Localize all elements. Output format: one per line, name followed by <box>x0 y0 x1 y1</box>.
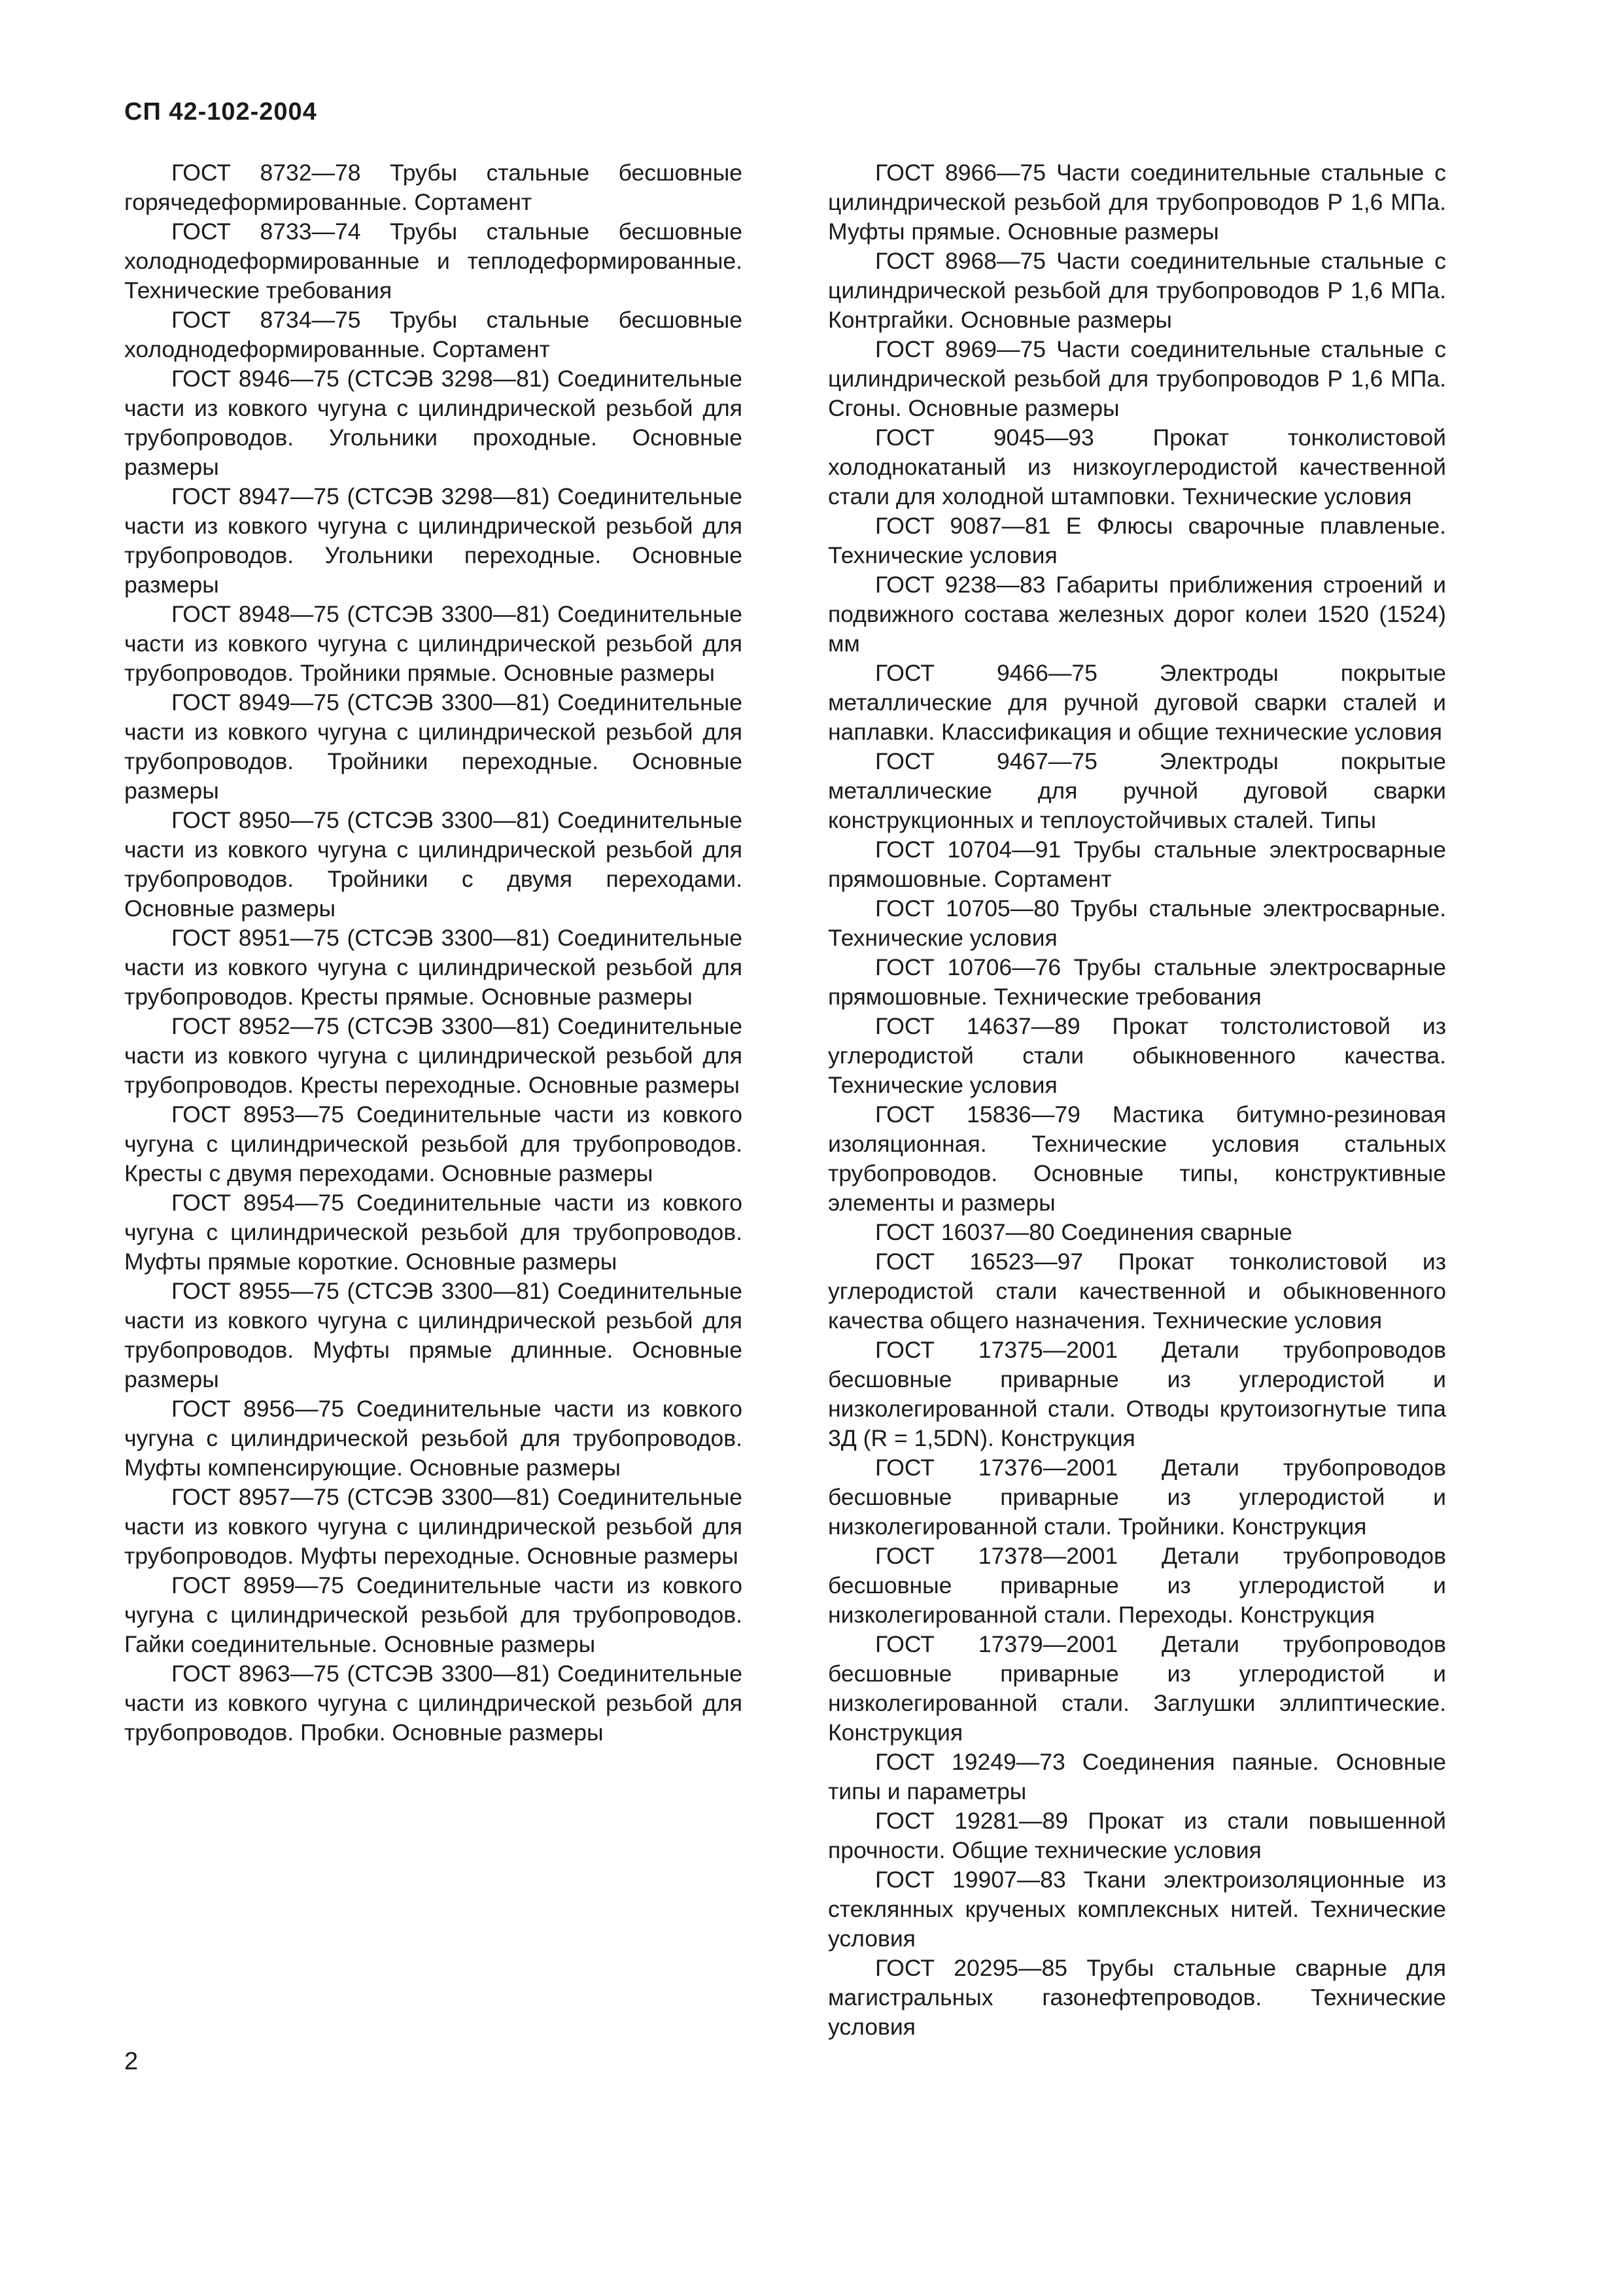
page-number: 2 <box>124 2048 139 2075</box>
gost-entry: ГОСТ 8956—75 Соединительные части из ковкого чугуна с цилиндрической резьбой для трубопроводов. Муфты компенсирующие. Основные размеры <box>124 1396 742 1481</box>
gost-entry: ГОСТ 8966—75 Части соединительные стальные с цилиндрической резьбой для трубопроводов Р 1,6 МПа. Муфты прямые. Основные размеры <box>828 160 1446 245</box>
gost-entry: ГОСТ 19249—73 Соединения паяные. Основные типы и параметры <box>828 1749 1446 1804</box>
gost-entry: ГОСТ 9087—81 Е Флюсы сварочные плавленые. Технические условия <box>828 513 1446 568</box>
gost-entry: ГОСТ 8957—75 (СТСЭВ 3300—81) Соединительные части из ковкого чугуна с цилиндрической резьбой для трубопроводов. Муфты переходные. Основные размеры <box>124 1484 742 1569</box>
gost-entry: ГОСТ 8950—75 (СТСЭВ 3300—81) Соединительные части из ковкого чугуна с цилиндрической резьбой для трубопроводов. Тройники с двумя переходами. Основные размеры <box>124 807 742 922</box>
left-column <box>124 158 742 1748</box>
gost-entry: ГОСТ 8946—75 (СТСЭВ 3298—81) Соединительные части из ковкого чугуна с цилиндрической резьбой для трубопроводов. Угольники проходные. Основные размеры <box>124 366 742 480</box>
gost-entry: ГОСТ 10705—80 Трубы стальные электросварные. Технические условия <box>828 895 1446 951</box>
document-code-header: СП 42-102-2004 <box>124 98 317 126</box>
gost-entry: ГОСТ 17375—2001 Детали трубопроводов бесшовные приварные из углеродистой и низколегированной стали. Отводы крутоизогнутые типа 3Д (R = 1,5DN). Конструкция <box>828 1337 1446 1451</box>
gost-entry: ГОСТ 8963—75 (СТСЭВ 3300—81) Соединительные части из ковкого чугуна с цилиндрической резьбой для трубопроводов. Пробки. Основные размеры <box>124 1661 742 1746</box>
gost-entry: ГОСТ 8734—75 Трубы стальные бесшовные холоднодеформированные. Сортамент <box>124 307 742 362</box>
gost-entry: ГОСТ 16037—80 Соединения сварные <box>875 1219 1292 1245</box>
gost-entry: ГОСТ 17379—2001 Детали трубопроводов бесшовные приварные из углеродистой и низколегированной стали. Заглушки эллиптические. Конструкция <box>828 1631 1446 1746</box>
gost-entry: ГОСТ 8952—75 (СТСЭВ 3300—81) Соединительные части из ковкого чугуна с цилиндрической резьбой для трубопроводов. Кресты переходные. Основные размеры <box>124 1013 742 1098</box>
gost-entry: ГОСТ 8948—75 (СТСЭВ 3300—81) Соединительные части из ковкого чугуна с цилиндрической резьбой для трубопроводов. Тройники прямые. Основные размеры <box>124 601 742 686</box>
gost-entry: ГОСТ 14637—89 Прокат толстолистовой из углеродистой стали обыкновенного качества. Технические условия <box>828 1013 1446 1098</box>
gost-entry: ГОСТ 8955—75 (СТСЭВ 3300—81) Соединительные части из ковкого чугуна с цилиндрической резьбой для трубопроводов. Муфты прямые длинные. Основные размеры <box>124 1278 742 1392</box>
gost-entry: ГОСТ 8732—78 Трубы стальные бесшовные горячедеформированные. Сортамент <box>124 160 742 215</box>
gost-entry: ГОСТ 10704—91 Трубы стальные электросварные прямошовные. Сортамент <box>828 836 1446 892</box>
gost-entry: ГОСТ 17376—2001 Детали трубопроводов бесшовные приварные из углеродистой и низколегированной стали. Тройники. Конструкция <box>828 1455 1446 1540</box>
gost-entry: ГОСТ 8947—75 (СТСЭВ 3298—81) Соединительные части из ковкого чугуна с цилиндрической резьбой для трубопроводов. Угольники переходные. Основные размеры <box>124 483 742 598</box>
gost-entry: ГОСТ 8951—75 (СТСЭВ 3300—81) Соединительные части из ковкого чугуна с цилиндрической резьбой для трубопроводов. Кресты прямые. Основные размеры <box>124 925 742 1010</box>
gost-entry: ГОСТ 10706—76 Трубы стальные электросварные прямошовные. Технические требования <box>828 954 1446 1010</box>
gost-entry: ГОСТ 9466—75 Электроды покрытые металлические для ручной дуговой сварки сталей и наплавки. Классификация и общие технические условия <box>828 660 1446 745</box>
gost-entry: ГОСТ 8954—75 Соединительные части из ковкого чугуна с цилиндрической резьбой для трубопроводов. Муфты прямые короткие. Основные размеры <box>124 1190 742 1275</box>
right-column <box>828 158 1446 2042</box>
gost-entry: ГОСТ 8968—75 Части соединительные стальные с цилиндрической резьбой для трубопроводов Р 1,6 МПа. Контргайки. Основные размеры <box>828 248 1446 333</box>
gost-entry: ГОСТ 19281—89 Прокат из стали повышенной прочности. Общие технические условия <box>828 1808 1446 1863</box>
gost-entry: ГОСТ 9238—83 Габариты приближения строений и подвижного состава железных дорог колеи 1520 (1524) мм <box>828 572 1446 657</box>
gost-entry: ГОСТ 8949—75 (СТСЭВ 3300—81) Соединительные части из ковкого чугуна с цилиндрической резьбой для трубопроводов. Тройники переходные. Основные размеры <box>124 689 742 804</box>
gost-entry: ГОСТ 19907—83 Ткани электроизоляционные из стеклянных крученых комплексных нитей. Технические условия <box>828 1867 1446 1952</box>
gost-entry: ГОСТ 8953—75 Соединительные части из ковкого чугуна с цилиндрической резьбой для трубопроводов. Кресты с двумя переходами. Основные размеры <box>124 1101 742 1186</box>
gost-entry: ГОСТ 9045—93 Прокат тонколистовой холоднокатаный из низкоуглеродистой качественной стали для холодной штамповки. Технические условия <box>828 424 1446 509</box>
gost-entry: ГОСТ 17378—2001 Детали трубопроводов бесшовные приварные из углеродистой и низколегированной стали. Переходы. Конструкция <box>828 1543 1446 1628</box>
gost-entry: ГОСТ 8733—74 Трубы стальные бесшовные холоднодеформированные и теплодеформированные. Технические требования <box>124 218 742 303</box>
gost-entry: ГОСТ 8969—75 Части соединительные стальные с цилиндрической резьбой для трубопроводов Р 1,6 МПа. Сгоны. Основные размеры <box>828 336 1446 421</box>
gost-entry: ГОСТ 20295—85 Трубы стальные сварные для магистральных газонефтепроводов. Технические условия <box>828 1955 1446 2040</box>
gost-entry: ГОСТ 15836—79 Мастика битумно-резиновая изоляционная. Технические условия стальных трубопроводов. Основные типы, конструктивные элементы и размеры <box>828 1101 1446 1216</box>
gost-entry: ГОСТ 9467—75 Электроды покрытые металлические для ручной дуговой сварки конструкционных и теплоустойчивых сталей. Типы <box>828 748 1446 833</box>
gost-entry: ГОСТ 8959—75 Соединительные части из ковкого чугуна с цилиндрической резьбой для трубопроводов. Гайки соединительные. Основные размеры <box>124 1572 742 1657</box>
gost-entry: ГОСТ 16523—97 Прокат тонколистовой из углеродистой стали качественной и обыкновенного качества общего назначения. Технические условия <box>828 1249 1446 1334</box>
